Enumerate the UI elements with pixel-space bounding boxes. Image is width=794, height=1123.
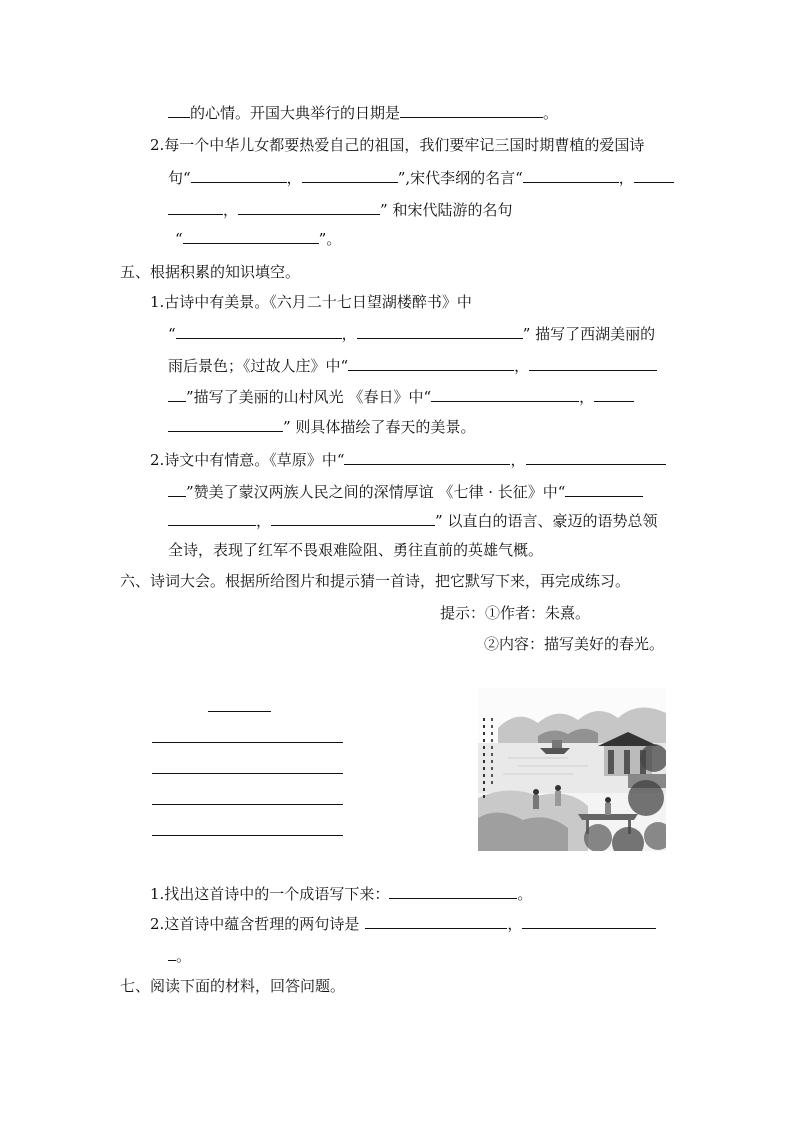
answer-blank[interactable] [271,510,435,526]
answer-blank[interactable] [168,102,190,118]
answer-blank[interactable] [168,199,223,215]
answer-blank[interactable] [594,386,634,402]
poem-line-blank-4[interactable] [152,835,343,836]
answer-blank[interactable] [522,913,656,929]
s5-q2-line-1: 2.诗文中有情意。《草原》中“ ， [150,449,666,470]
answer-blank[interactable] [357,323,523,339]
s4-q2-line-2: 句“ ， ”,宋代李纲的名言“ ， [168,167,674,188]
answer-blank[interactable] [344,449,510,465]
s5-heading: 五、根据积累的知识填空。 [120,263,301,281]
s6-q2: 2.这首诗中蕴含哲理的两句诗是 ， [150,913,656,934]
answer-blank[interactable] [529,355,657,371]
answer-blank[interactable] [168,945,176,961]
poem-line-blank-2[interactable] [152,773,343,774]
answer-blank[interactable] [168,386,186,402]
answer-blank[interactable] [176,323,342,339]
poem-line-blank-1[interactable] [152,742,343,743]
poem-line-blank-3[interactable] [152,804,343,805]
answer-blank[interactable] [526,449,666,465]
answer-blank[interactable] [431,386,579,402]
answer-blank[interactable] [389,883,517,899]
s5-q1-line-3: 雨后景色；《过故人庄》中“ ， [168,355,657,376]
answer-blank[interactable] [348,355,514,371]
s6-q1: 1.找出这首诗中的一个成语写下来： 。 [150,885,533,903]
s5-q1-line-2: “ ， ” 描写了西湖美丽的 [168,325,656,343]
poem-illustration [478,688,666,851]
s4-line-1: 的心情。开国大典举行的日期是 。 [168,102,558,123]
answer-blank[interactable] [365,913,507,929]
s6-q2-end: 。 [168,945,191,966]
s4-q2-line-3: ， ” 和宋代陆游的名句 [168,199,512,220]
answer-blank[interactable] [634,167,674,183]
poem-title-blank[interactable] [208,711,271,712]
answer-blank[interactable] [168,510,256,526]
s5-q1-line-5: ” 则具体描绘了春天的美景。 [168,416,475,437]
answer-blank[interactable] [191,167,287,183]
answer-blank[interactable] [183,228,319,244]
s4-q2-line-4: “ ”。 [175,230,342,248]
s5-q1-line-4: ”描写了美丽的山村风光 《春日》中“ ， [168,386,634,407]
s6-heading: 六、诗词大会。根据所给图片和提示猜一首诗，把它默写下来，再完成练习。 [120,572,631,590]
s7-heading: 七、阅读下面的材料，回答问题。 [120,977,346,995]
answer-blank[interactable] [302,167,398,183]
s6-hint-content: ②内容：描写美好的春光。 [484,635,665,653]
s4-q2-line-1: 2.每一个中华儿女都要热爱自己的祖国，我们要牢记三国时期曹植的爱国诗 [150,136,645,154]
s5-q2-line-3: ， ” 以直白的语言、豪迈的语势总领 [168,510,657,531]
answer-blank[interactable] [168,416,283,432]
answer-blank[interactable] [400,102,543,118]
answer-blank[interactable] [523,167,619,183]
s5-q2-line-2: ”赞美了蒙汉两族人民之间的深情厚谊 《七律 · 长征》中“ [168,481,643,502]
s6-hint-author: 提示：①作者：朱熹。 [440,604,591,622]
answer-blank[interactable] [565,481,643,497]
s5-q1-line-1: 1.古诗中有美景。《六月二十七日望湖楼醉书》中 [150,293,472,311]
answer-blank[interactable] [168,481,186,497]
s5-q2-line-4: 全诗，表现了红军不畏艰难险阻、勇往直前的英雄气概。 [168,541,544,559]
answer-blank[interactable] [238,199,380,215]
